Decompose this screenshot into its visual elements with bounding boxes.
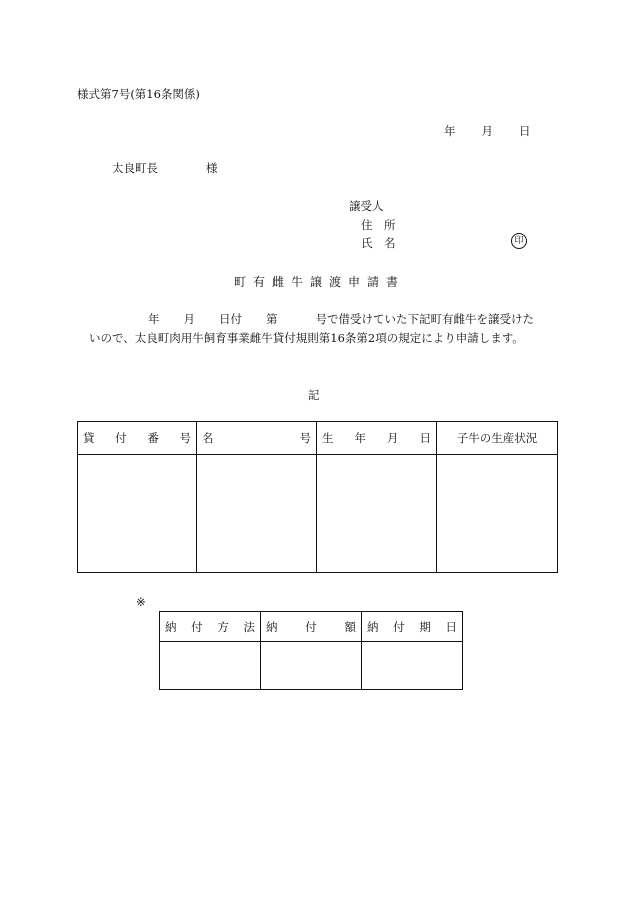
body-year: 年 xyxy=(148,312,160,326)
cell-name[interactable] xyxy=(197,455,317,573)
cell-payment-amount[interactable] xyxy=(261,642,362,690)
cell-birth-date[interactable] xyxy=(317,455,437,573)
name-label: 氏 名 xyxy=(361,236,396,250)
main-table xyxy=(77,421,558,573)
payment-table-body-row xyxy=(160,642,463,690)
addressee xyxy=(112,160,218,176)
cell-loan-number[interactable] xyxy=(78,455,197,573)
body-line-2: いので、太良町肉用牛飼育事業雌牛貸付規則第16条第2項の規定により申請します。 xyxy=(89,331,524,345)
note-mark: ※ xyxy=(136,595,146,609)
date-year: 年 xyxy=(444,124,456,138)
document-title: 町有雌牛譲渡申請書 xyxy=(234,275,406,289)
body-day: 日付 xyxy=(219,312,242,326)
date-month: 月 xyxy=(481,124,493,138)
address-label: 住 所 xyxy=(361,218,396,232)
ki-mark: 記 xyxy=(308,388,320,402)
addressee-honorific: 様 xyxy=(206,161,218,175)
header-name: 名 号 xyxy=(197,422,317,455)
payment-table-header-row xyxy=(160,612,463,642)
body-number-prefix: 第 xyxy=(266,312,278,326)
cell-payment-due-date[interactable] xyxy=(362,642,463,690)
form-id: 様式第7号(第16条関係) xyxy=(77,87,200,101)
body-rest: 号で借受けていた下記町有雌牛を譲受けた xyxy=(315,312,534,326)
addressee-name: 太良町長 xyxy=(112,161,158,175)
body-line-1 xyxy=(148,311,534,327)
body-month: 月 xyxy=(183,312,195,326)
header-payment-method: 納 付 方 法 xyxy=(160,612,261,642)
main-table-body-row xyxy=(78,455,558,573)
seal-stamp: 印 xyxy=(511,233,527,249)
header-birth-date: 生 年 月 日 xyxy=(317,422,437,455)
header-payment-due-date: 納 付 期 日 xyxy=(362,612,463,642)
payment-table xyxy=(159,611,463,690)
date-line xyxy=(444,123,531,139)
main-table-header-row xyxy=(78,422,558,455)
date-day: 日 xyxy=(519,124,531,138)
header-calf-production: 子牛の生産状況 xyxy=(437,422,558,455)
header-loan-number: 貸 付 番 号 xyxy=(78,422,197,455)
cell-calf-production[interactable] xyxy=(437,455,558,573)
header-payment-amount: 納 付 額 xyxy=(261,612,362,642)
applicant-heading: 譲受人 xyxy=(349,199,384,213)
cell-payment-method[interactable] xyxy=(160,642,261,690)
